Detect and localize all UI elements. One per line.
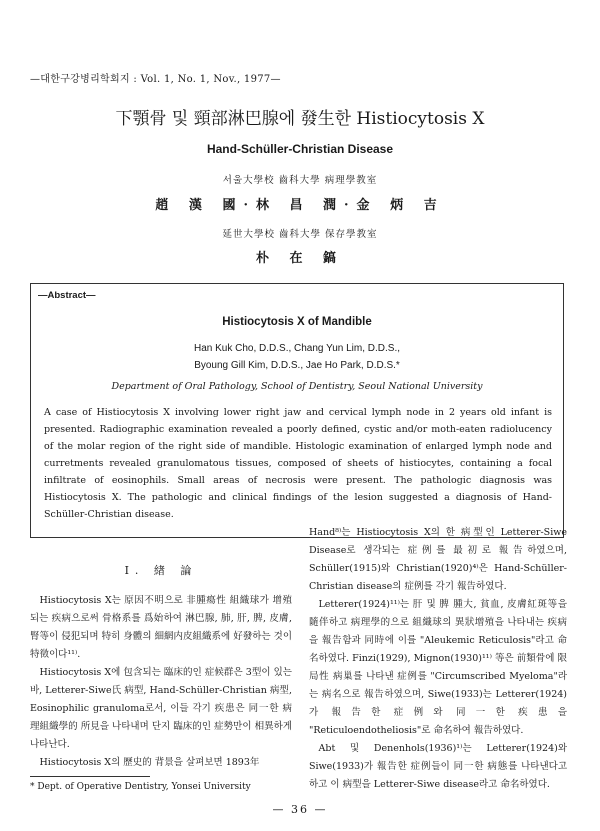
abstract-authors-line2: Byoung Gill Kim, D.D.S., Jae Ho Park, D.D.S.* (194, 360, 400, 371)
abstract-department: Department of Oral Pathology, School of Dentistry, Seoul National University (111, 381, 483, 392)
left-paragraph-2: Histiocytosis X에 包含되는 臨床的인 症候群은 3型이 있는 바, Letterer-Siwe氏 病型, Hand-Schüller-Christian 病型, Eosinophilic granuloma로서, 이들 각기 疾患은 同一한 病理組織學的 所見을 나타내며 단지 臨床的인 症勢만이 相異하게 나타난다. (30, 667, 292, 750)
authors-2: 朴 在 鎬 (255, 251, 345, 266)
article-subtitle: Hand-Schüller-Christian Disease (206, 142, 394, 156)
right-paragraph-2: Letterer(1924)¹¹⁾는 肝 및 脾 腫大, 貧血, 皮膚紅斑等을 隨伴하고 病理學的으로 組織球의 異狀增殖을 나타내는 疾病을 報告함과 同時에 이를 "Aleukemic Reticulosis"라고 命名하였다. Finzi(1929), Mignon(1930)¹¹⁾ 等은 前類骨에 限局性 病巢를 나타낸 症例를 "Circumscribed Myeloma"라는 病名으로 報告하였으며, Siwe(1933)는 Letterer(1924)가 報告한 症例와 同一한 疾患을 "Reticuloendotheliosis"로 命名하여 報告하였다. (309, 599, 567, 736)
journal-header: —대한구강병리학회지 : Vol. 1, No. 1, Nov., 1977— (30, 74, 281, 85)
abstract-authors-line1: Han Kuk Cho, D.D.S., Chang Yun Lim, D.D.S., (193, 343, 401, 354)
right-paragraph-3: Abt 및 Denenhols(1936)¹⁾는 Letterer(1924)와 Siwe(1933)가 報告한 症例들이 同一한 病態를 나타낸다고 하고 이 病型을 Letterer-Siwe disease라고 命名하였다. (309, 743, 567, 790)
affiliation-2: 延世大學校 齒科大學 保存學教室 (222, 229, 378, 240)
abstract-title: Histiocytosis X of Mandible (222, 316, 372, 328)
right-paragraph-1: Hand⁸⁾는 Histiocytosis X의 한 病型인 Letterer-Siwe Disease로 생각되는 症例를 最初로 報告하였으며, Schüller(1915)와 Christian(1920)⁴⁾은 Hand-Schüller-Christian disease의 症例를 각기 報告하였다. (309, 527, 567, 592)
authors-1: 趙 漢 國·林 昌 潤·金 炳 吉 (155, 198, 445, 213)
abstract-label: —Abstract— (38, 290, 96, 301)
footnote: * Dept. of Operative Dentistry, Yonsei University (30, 782, 251, 792)
right-column (309, 524, 567, 794)
left-paragraph-1: Histiocytosis X는 原因不明으로 非腫瘍性 組織球가 增殖되는 疾病으로써 骨格系를 爲始하여 淋巴腺, 肺, 肝, 脾, 皮膚, 腎等이 侵犯되며 特히 身體의 細網内皮組織系에 好發하는 것이 特徵이다¹¹⁾. (30, 595, 292, 660)
affiliation-1: 서울大學校 齒科大學 病理學教室 (222, 175, 378, 186)
section-heading: I. 緖 論 (124, 564, 198, 577)
left-column (30, 558, 292, 772)
left-paragraph-3: Histiocytosis X의 歷史的 背景을 살펴보면 1893年 (39, 757, 260, 768)
abstract-text: A case of Histiocytosis X involving lower right jaw and cervical lymph node in 2 years old infant is presented. Radiographic examination revealed a poorly defined, cystic and/or moth-eaten radiolucency of the molar region of the right side of mandible. Histologic examination of enlarged lymph node and curretments revealed granulomatous tissues, composed of sheets of histiocytes, containing a focal infiltrate of eosinophils. Small areas of necrosis were present. The pathologic diagnosis was Histiocytosis X. The pathologic and clinical findings of the lesion suggested a diagnosis of Hand-Schüller-Christian disease. (44, 407, 552, 520)
footnote-rule (30, 776, 150, 777)
page-number: — 36 — (272, 803, 328, 816)
article-title: 下顎骨 및 頸部淋巴腺에 發生한 Histiocytosis X (115, 109, 485, 129)
